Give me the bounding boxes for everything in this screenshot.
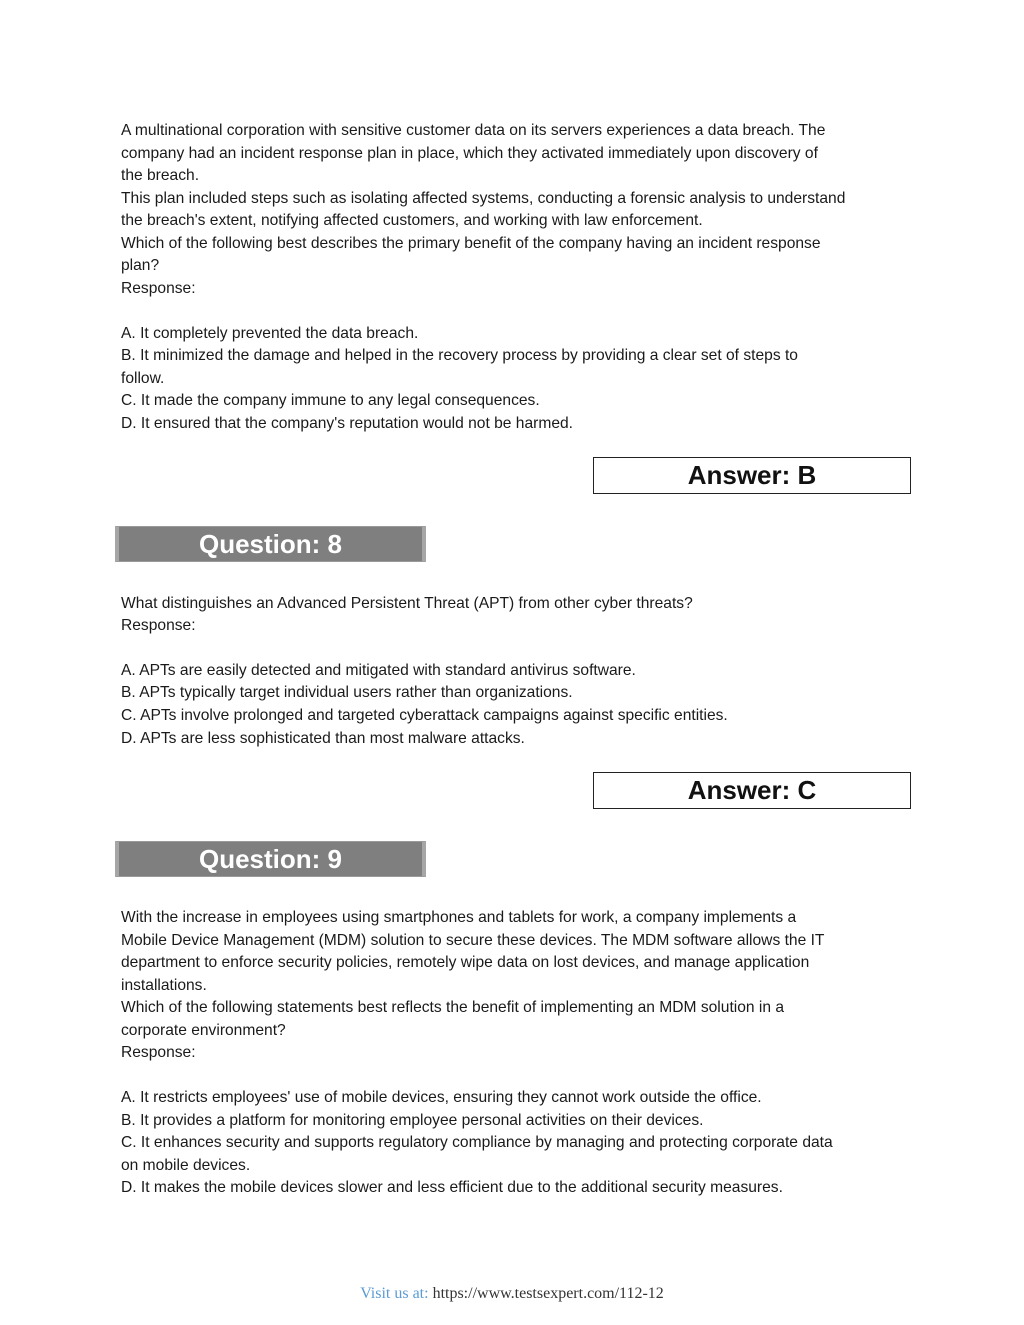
q7-response-label: Response: [121, 280, 196, 297]
q9-stem-line-4: installations. [121, 977, 207, 994]
q8-option-b: B. APTs typically target individual users rather than organizations. [121, 684, 573, 701]
q8-option-a: A. APTs are easily detected and mitigated with standard antivirus software. [121, 662, 636, 679]
q8-answer-box: Answer: C [593, 772, 911, 809]
q7-option-a: A. It completely prevented the data breach. [121, 325, 419, 342]
q7-option-d: D. It ensured that the company's reputation would not be harmed. [121, 415, 573, 432]
q9-stem-line-5: Which of the following statements best reflects the benefit of implementing an MDM solution in a [121, 999, 785, 1016]
q9-stem-line-6: corporate environment? [121, 1022, 286, 1039]
q8-option-c: C. APTs involve prolonged and targeted cyberattack campaigns against specific entities. [121, 707, 728, 724]
q7-stem-line-4: This plan included steps such as isolating affected systems, conducting a forensic analysis to understand [121, 190, 846, 207]
q7-option-c: C. It made the company immune to any legal consequences. [121, 392, 540, 409]
q7-answer-box: Answer: B [593, 457, 911, 494]
q9-header: Question: 9 [115, 841, 426, 877]
q7-option-b: B. It minimized the damage and helped in the recovery process by providing a clear set of steps to [121, 347, 798, 364]
q9-response-label: Response: [121, 1044, 196, 1061]
q9-option-b: B. It provides a platform for monitoring employee personal activities on their devices. [121, 1112, 704, 1129]
q7-stem-line-6: Which of the following best describes the primary benefit of the company having an incident response [121, 235, 821, 252]
q7-stem-line-3: the breach. [121, 167, 200, 184]
q7-option-b-cont: follow. [121, 370, 165, 387]
q9-stem-line-1: With the increase in employees using smartphones and tablets for work, a company implements a [121, 909, 797, 926]
q9-option-d: D. It makes the mobile devices slower and less efficient due to the additional security measures. [121, 1179, 783, 1196]
q9-option-a: A. It restricts employees' use of mobile devices, ensuring they cannot work outside the office. [121, 1089, 762, 1106]
page-footer [0, 1285, 1024, 1303]
footer-url-link[interactable]: https://www.testsexpert.com/112-12 [432, 1285, 664, 1302]
q8-option-d: D. APTs are less sophisticated than most malware attacks. [121, 730, 525, 747]
q7-stem-line-7: plan? [121, 257, 160, 274]
q9-stem-line-2: Mobile Device Management (MDM) solution to secure these devices. The MDM software allows the IT [121, 932, 825, 949]
q8-header: Question: 8 [115, 526, 426, 562]
q7-stem-line-5: the breach's extent, notifying affected customers, and working with law enforcement. [121, 212, 703, 229]
q7-stem-line-1: A multinational corporation with sensitive customer data on its servers experiences a data breach. The [121, 122, 826, 139]
q7-stem-line-2: company had an incident response plan in place, which they activated immediately upon discovery of [121, 145, 818, 162]
q9-option-c: C. It enhances security and supports regulatory compliance by managing and protecting corporate data [121, 1134, 833, 1151]
q8-stem-line-1: What distinguishes an Advanced Persistent Threat (APT) from other cyber threats? [121, 595, 693, 612]
footer-label: Visit us at: [360, 1285, 429, 1302]
q8-response-label: Response: [121, 617, 196, 634]
q9-stem-line-3: department to enforce security policies, remotely wipe data on lost devices, and manage application [121, 954, 810, 971]
q9-option-c-cont: on mobile devices. [121, 1157, 251, 1174]
